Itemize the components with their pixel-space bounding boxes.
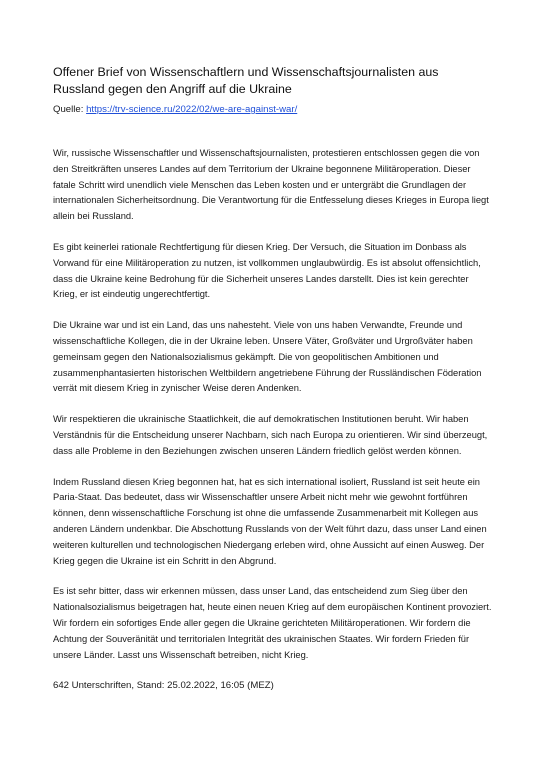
document-title: Offener Brief von Wissenschaftlern und Wissenschaftsjournalisten aus Russland gegen den Angriff auf die Ukraine [53, 65, 439, 96]
paragraph-1: Wir, russische Wissenschaftler und Wissenschaftsjournalisten, protestieren entschlossen gegen die von den Streitkräften unseres Landes auf dem Territorium der Ukraine begonnene Militäroperation. Dieser fatale Schritt wird unendlich viele Menschen das Leben kosten und er untergräbt die Grundlagen der internationalen Sicherheitsordnung. Die Verantwortung für die Entfesselung dieses Krieges in Europa liegt allein bei Russland. [53, 148, 489, 222]
source-label: Quelle: [53, 104, 84, 115]
paragraph-6: Es ist sehr bitter, dass wir erkennen müssen, dass unser Land, das entscheidend zum Sieg über den Nationalsozialismus beigetragen hat, heute einen neuen Krieg auf dem europäischen Kontinent provoziert. Wir fordern ein sofortiges Ende aller gegen die Ukraine gerichteten Militäroperationen. Wir fordern die Achtung der Souveränität und territorialen Integrität des ukrainischen Staates. Wir fordern Frieden für unsere Länder. Lasst uns Wissenschaft betreiben, nicht Krieg. [53, 586, 492, 660]
source-link[interactable]: https://trv-science.ru/2022/02/we-are-against-war/ [86, 104, 298, 115]
paragraph-2: Es gibt keinerlei rationale Rechtfertigung für diesen Krieg. Der Versuch, die Situation im Donbass als Vorwand für eine Militäroperation zu nutzen, ist vollkommen unglaubwürdig. Es ist absolut offensichtlich, dass die Ukraine keine Bedrohung für die Sicherheit unseres Landes darstellt. Dies ist kein gerechter Krieg, er ist eindeutig ungerechtfertigt. [53, 241, 481, 300]
paragraph-5: Indem Russland diesen Krieg begonnen hat, hat es sich international isoliert, Russland ist seit heute ein Paria-Staat. Das bedeutet, dass wir Wissenschaftler unsere Arbeit nicht mehr wie gewohnt fortführen können, denn wissenschaftliche Forschung ist ohne die umfassende Zusammenarbeit mit Kollegen aus anderen Ländern undenkbar. Die Abschottung Russlands von der Welt führt dazu, dass unser Land einen weiteren kulturellen und technologischen Niedergang erleben wird, ohne Aussicht auf einen Ausweg. Der Krieg gegen die Ukraine ist ein Schritt in den Abgrund. [53, 476, 487, 566]
signature-count: 642 Unterschriften, Stand: 25.02.2022, 16:05 (MEZ) [53, 680, 274, 692]
document-page [53, 64, 493, 693]
paragraph-3: Die Ukraine war und ist ein Land, das uns nahesteht. Viele von uns haben Verwandte, Freunde und wissenschaftliche Kollegen, die in der Ukraine leben. Unsere Väter, Großväter und Urgroßväter haben gemeinsam gegen den Nationalsozialismus gekämpft. Die von geopolitischen Ambitionen und zusammenphantasierten historischen Weltbildern angetriebene Führung der Russländischen Föderation verrät mit diesem Krieg in zynischer Weise deren Andenken. [53, 320, 482, 394]
source-line [53, 103, 493, 117]
paragraph-4: Wir respektieren die ukrainische Staatlichkeit, die auf demokratischen Institutionen beruht. Wir haben Verständnis für die Entscheidung unserer Nachbarn, sich nach Europa zu orientieren. Wir sind überzeugt, dass alle Probleme in den Beziehungen zwischen unseren Ländern friedlich gelöst werden können. [53, 414, 488, 456]
letter-body [53, 146, 493, 693]
